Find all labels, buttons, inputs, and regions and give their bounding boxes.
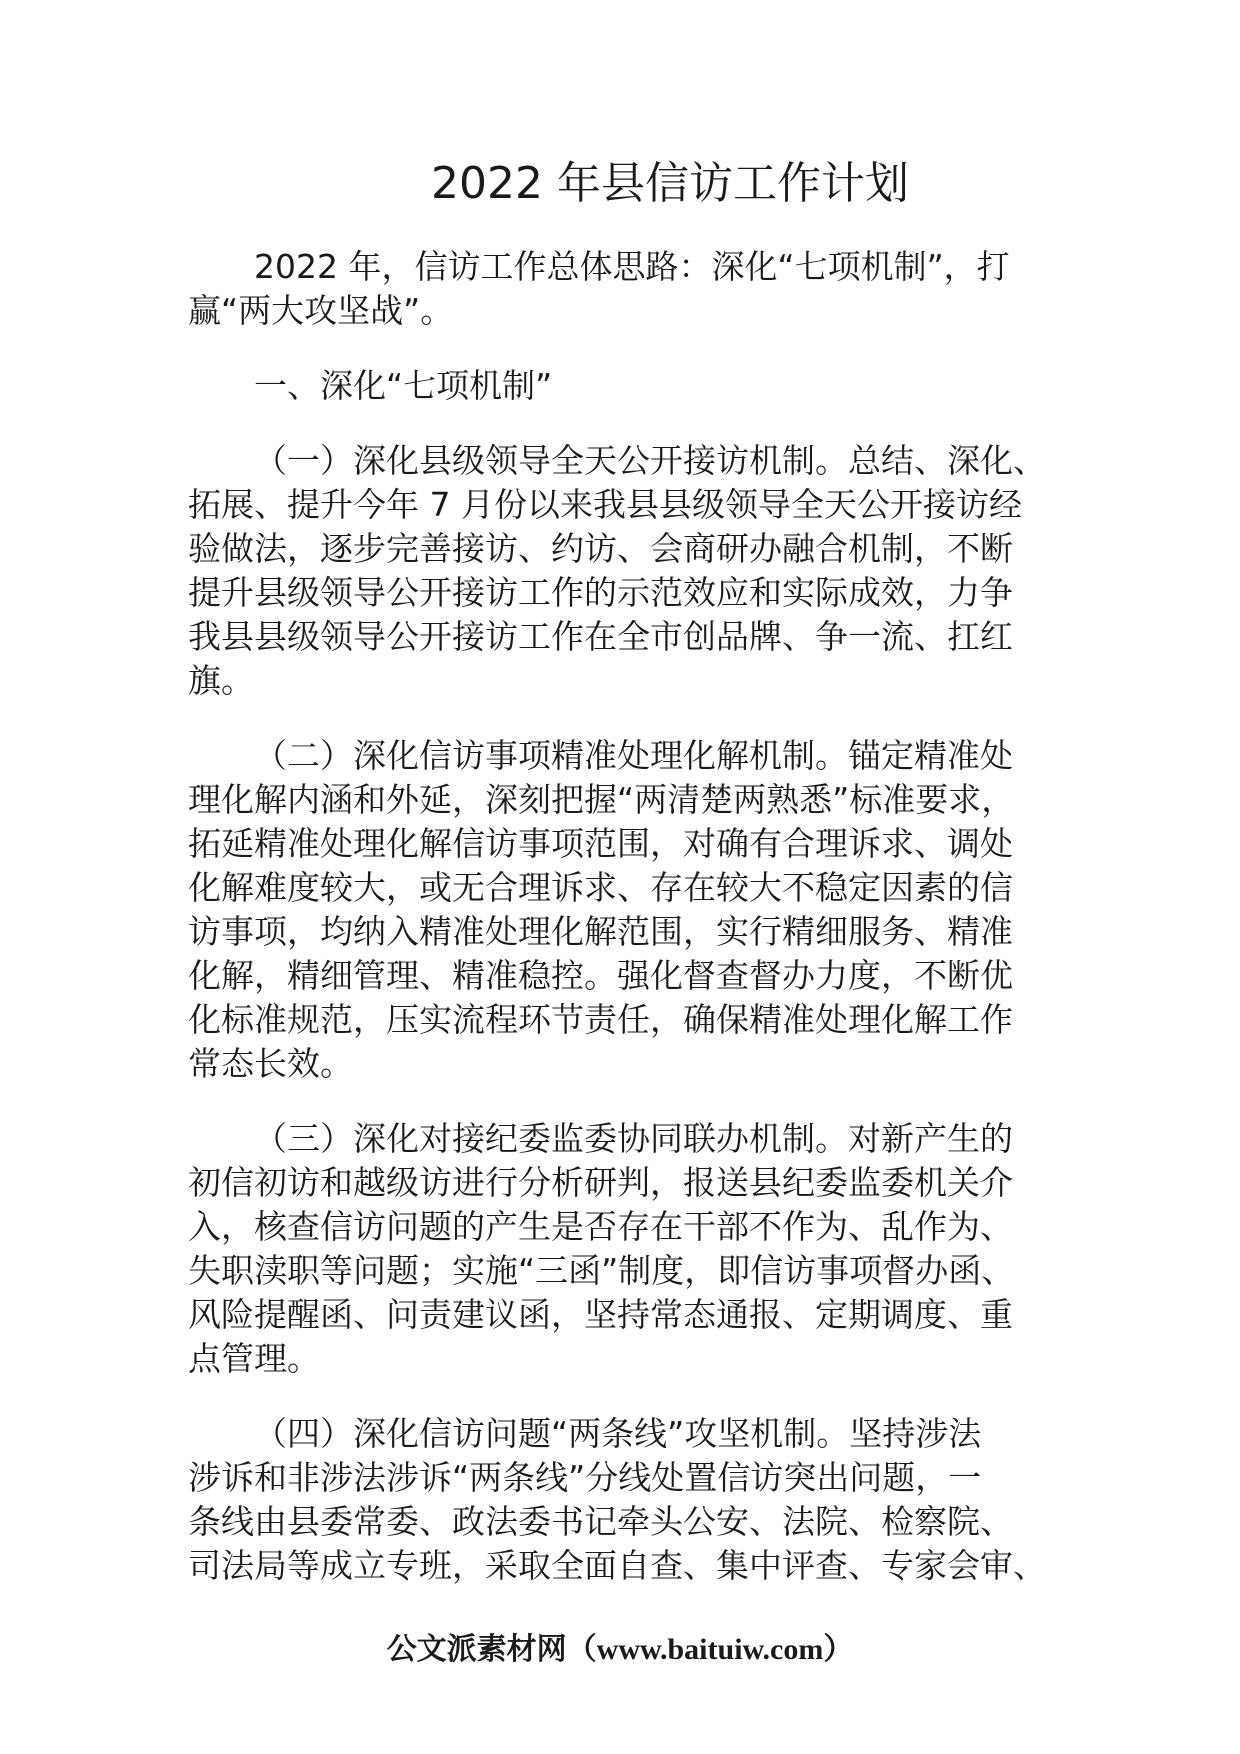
paragraph-line: 初信初访和越级访进行分析研判，报送县纪委监委机关介 [188, 1163, 1013, 1202]
heading-line: 一、深化“七项机制” [254, 366, 553, 405]
paragraph-line: 失职渎职等问题；实施“三函”制度，即信访事项督办函、 [188, 1251, 1015, 1290]
section-heading [188, 364, 1054, 408]
paragraph-line: 验做法，逐步完善接访、约访、会商研办融合机制，不断 [188, 529, 1013, 568]
paragraph-line: 拓展、提升今年 7 月份以来我县县级领导全天公开接访经 [188, 485, 1022, 524]
paragraph-line: 风险提醒函、问责建议函，坚持常态通报、定期调度、重 [188, 1295, 1013, 1334]
paragraph-line: 赢“两大攻坚战”。 [188, 291, 454, 330]
paragraph-line: 旗。 [188, 661, 254, 700]
paragraph-line: 2022 年，信访工作总体思路：深化“七项机制”，打 [254, 247, 1010, 286]
paragraph-line: 拓延精准处理化解信访事项范围，对确有合理诉求、调处 [188, 824, 1013, 863]
paragraph-line: 提升县级领导公开接访工作的示范效应和实际成效，力争 [188, 573, 1013, 612]
paragraph-line: （三）深化对接纪委监委协同联办机制。对新产生的 [254, 1119, 1013, 1158]
source-footer: 公文派素材网（www.baituiw.com） [386, 1633, 854, 1666]
paragraph-item-2 [188, 734, 1054, 1086]
paragraph-line: 我县县级领导公开接访工作在全市创品牌、争一流、扛红 [188, 617, 1013, 656]
paragraph-line: （四）深化信访问题“两条线”攻坚机制。坚持涉法 [254, 1414, 982, 1453]
paragraph-line: 化标准规范，压实流程环节责任，确保精准处理化解工作 [188, 1000, 1013, 1039]
intro-paragraph [188, 245, 1054, 333]
paragraph-line: 访事项，均纳入精准处理化解范围，实行精细服务、精准 [188, 912, 1013, 951]
document-title: 2022 年县信访工作计划 [431, 158, 909, 209]
paragraph-line: （二）深化信访事项精准处理化解机制。锚定精准处 [254, 736, 1013, 775]
paragraph-line: 点管理。 [188, 1339, 320, 1378]
paragraph-line: 涉诉和非涉法涉诉“两条线”分线处置信访突出问题，一 [188, 1458, 982, 1497]
paragraph-item-1 [188, 439, 1054, 703]
paragraph-line: 化解，精细管理、精准稳控。强化督查督办力度，不断优 [188, 956, 1013, 995]
paragraph-line: （一）深化县级领导全天公开接访机制。总结、深化、 [254, 441, 1046, 480]
paragraph-line: 理化解内涵和外延，深刻把握“两清楚两熟悉”标准要求， [188, 780, 1015, 819]
paragraph-line: 化解难度较大，或无合理诉求、存在较大不稳定因素的信 [188, 868, 1013, 907]
document-body [188, 245, 1054, 1619]
paragraph-item-3 [188, 1117, 1054, 1381]
paragraph-item-4 [188, 1412, 1054, 1588]
paragraph-line: 常态长效。 [188, 1044, 353, 1083]
paragraph-line: 入，核查信访问题的产生是否存在干部不作为、乱作为、 [188, 1207, 1013, 1246]
paragraph-line: 司法局等成立专班，采取全面自查、集中评查、专家会审、 [188, 1546, 1046, 1585]
paragraph-line: 条线由县委常委、政法委书记牵头公安、法院、检察院、 [188, 1502, 1013, 1541]
